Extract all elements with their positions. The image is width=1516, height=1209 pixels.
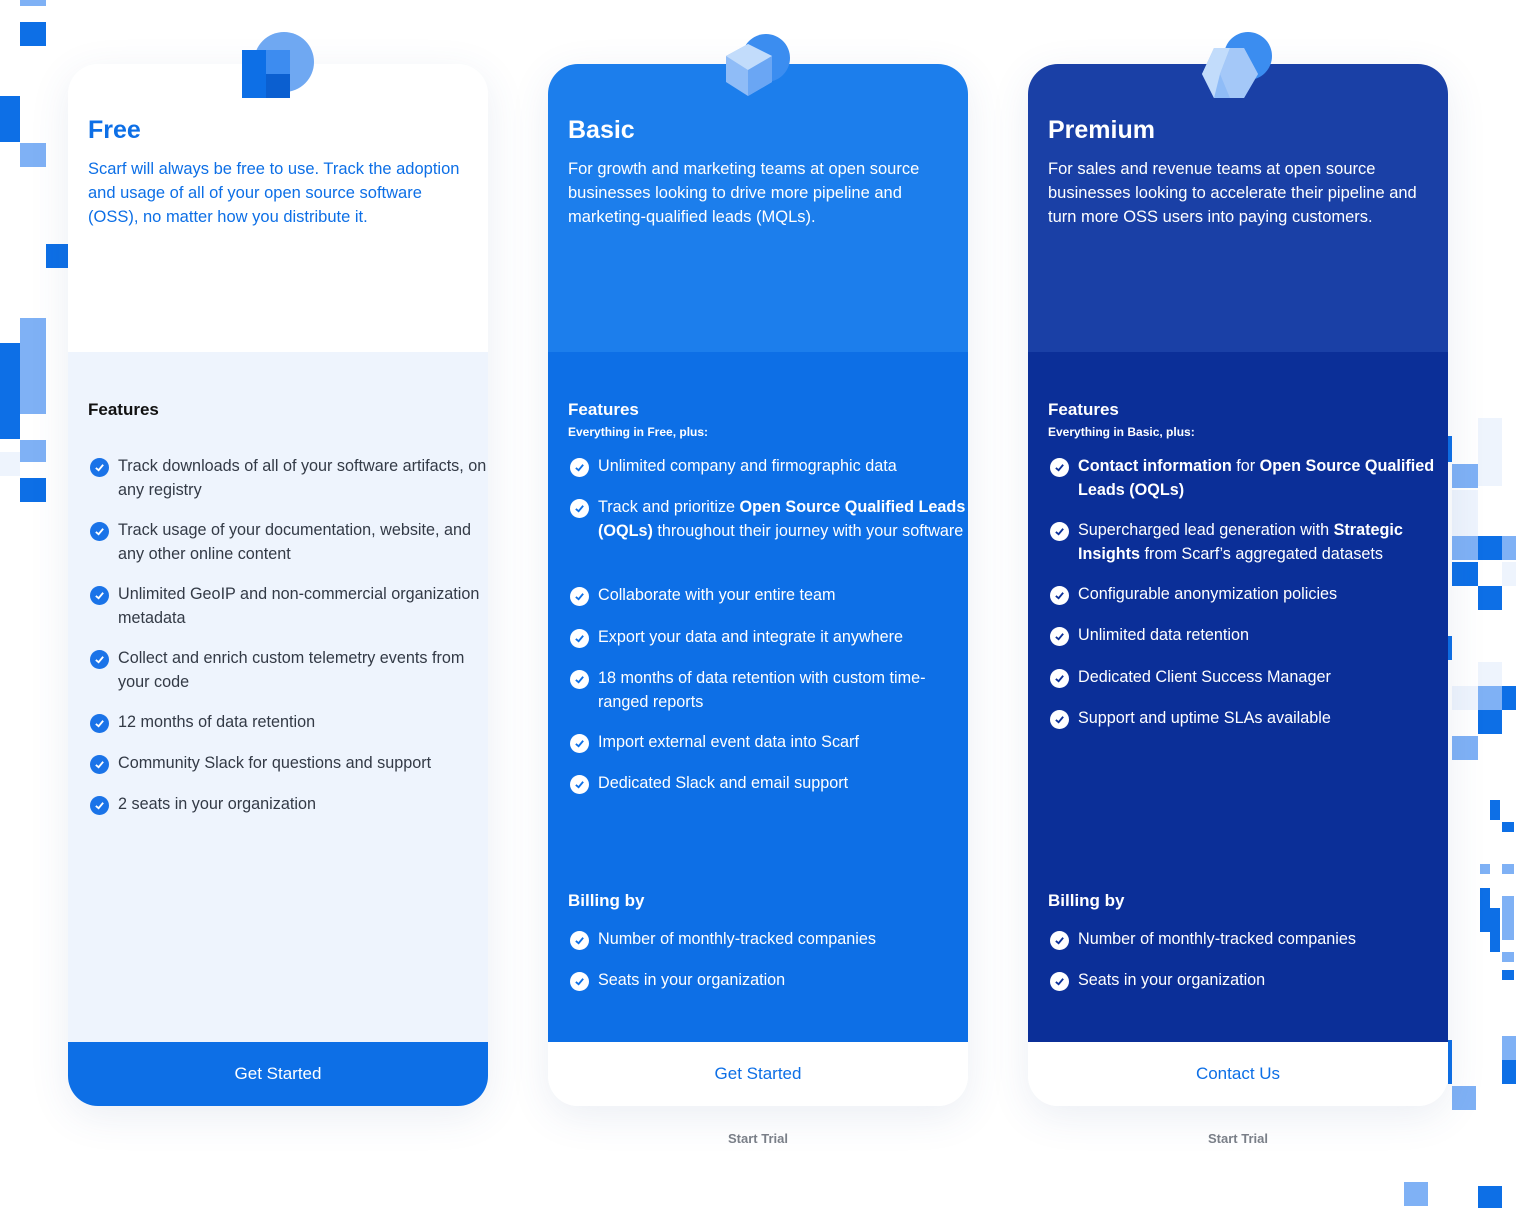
decor-pixel: [1448, 636, 1452, 660]
check-circle-icon: [1050, 458, 1069, 477]
decor-pixel: [20, 478, 46, 502]
decor-pixel: [1490, 908, 1500, 952]
decor-pixel: [1502, 822, 1514, 832]
plan-description: For growth and marketing teams at open source businesses looking to drive more pipeline and marketing-qualified leads (MQLs).: [568, 160, 920, 226]
decor-pixel: [1478, 1186, 1502, 1208]
billing-item: Seats in your organization: [1048, 968, 1448, 992]
feature-item: Collect and enrich custom telemetry events from your code: [88, 646, 488, 694]
feature-item: 12 months of data retention: [88, 710, 488, 734]
feature-item: Unlimited data retention: [1048, 623, 1448, 647]
features-heading: Features: [1048, 400, 1119, 419]
decor-pixel: [20, 0, 46, 6]
check-circle-icon: [570, 734, 589, 753]
decor-pixel: [0, 96, 20, 142]
decor-pixel: [0, 452, 20, 476]
check-circle-icon: [1050, 972, 1069, 991]
decor-pixel: [0, 343, 20, 439]
plan-card-free: [68, 64, 488, 1106]
decor-pixel: [20, 318, 46, 414]
check-circle-icon: [570, 972, 589, 991]
decor-pixel: [1502, 864, 1514, 874]
check-circle-icon: [90, 796, 109, 815]
feature-text: Supercharged lead generation with Strategic Insights from Scarf’s aggregated datasets: [1078, 521, 1403, 563]
features-subheading: Everything in Basic, plus:: [1048, 425, 1195, 439]
decor-pixel: [1452, 686, 1478, 710]
decor-pixel: [1448, 436, 1452, 462]
decor-pixel: [1478, 586, 1502, 610]
features-heading: Features: [88, 400, 159, 419]
feature-text: Track and prioritize Open Source Qualified Leads (OQLs) throughout their journey with your software: [598, 498, 966, 540]
billing-item: Number of monthly-tracked companies: [568, 927, 968, 951]
feature-text: Contact information for Open Source Qualified Leads (OQLs): [1078, 457, 1435, 499]
decor-pixel: [1502, 952, 1514, 962]
feature-item: [568, 495, 968, 543]
decor-pixel: [1480, 888, 1490, 932]
check-circle-icon: [1050, 522, 1069, 541]
billing-item: Number of monthly-tracked companies: [1048, 927, 1448, 951]
decor-pixel: [1502, 562, 1516, 586]
check-circle-icon: [570, 587, 589, 606]
decor-pixel: [1452, 536, 1478, 560]
decor-pixel: [1452, 562, 1478, 586]
check-circle-icon: [90, 586, 109, 605]
check-circle-icon: [570, 629, 589, 648]
decor-pixel: [1502, 1060, 1516, 1084]
check-circle-icon: [1050, 710, 1069, 729]
feature-item: Import external event data into Scarf: [568, 730, 968, 754]
decor-pixel: [1478, 536, 1502, 560]
basic-plan-badge-icon: [722, 32, 792, 100]
decor-pixel: [1502, 1036, 1516, 1060]
check-circle-icon: [90, 522, 109, 541]
plan-description: For sales and revenue teams at open source businesses looking to accelerate their pipeline and turn more OSS users into paying customers.: [1048, 160, 1417, 226]
feature-item: [1048, 454, 1448, 502]
decor-pixel: [1452, 1086, 1476, 1110]
feature-item: Track downloads of all of your software artifacts, on any registry: [88, 454, 488, 502]
start-trial-link[interactable]: Start Trial: [728, 1131, 788, 1146]
decor-pixel: [20, 143, 46, 167]
feature-item: Export your data and integrate it anywhere: [568, 625, 968, 649]
check-circle-icon: [570, 775, 589, 794]
decor-pixel: [20, 22, 46, 46]
check-circle-icon: [1050, 669, 1069, 688]
features-subheading: Everything in Free, plus:: [568, 425, 709, 439]
decor-pixel: [46, 244, 68, 268]
decor-pixel: [1478, 686, 1502, 710]
decor-pixel: [1480, 864, 1490, 874]
feature-item: [1048, 518, 1448, 566]
decor-pixel: [1478, 710, 1502, 734]
contact-us-button[interactable]: Contact Us: [1028, 1042, 1448, 1106]
feature-item: Collaborate with your entire team: [568, 583, 968, 607]
decor-pixel: [1452, 736, 1478, 760]
decor-pixel: [1478, 662, 1502, 686]
premium-plan-badge-icon: [1200, 32, 1276, 100]
check-circle-icon: [90, 458, 109, 477]
decor-pixel: [1452, 464, 1478, 488]
decor-pixel: [1502, 536, 1516, 560]
billing-heading: Billing by: [568, 891, 645, 910]
check-circle-icon: [570, 499, 589, 518]
decor-pixel: [1404, 1182, 1428, 1206]
billing-heading: Billing by: [1048, 891, 1125, 910]
feature-item: Configurable anonymization policies: [1048, 582, 1448, 606]
feature-item: Community Slack for questions and support: [88, 751, 488, 775]
plan-description: Scarf will always be free to use. Track the adoption and usage of all of your open source software (OSS), no matter how you distribute it.: [88, 160, 460, 226]
feature-item: Unlimited GeoIP and non-commercial organization metadata: [88, 582, 488, 630]
feature-item: Dedicated Client Success Manager: [1048, 665, 1448, 689]
check-circle-icon: [90, 714, 109, 733]
features-heading: Features: [568, 400, 639, 419]
feature-item: 18 months of data retention with custom time-ranged reports: [568, 666, 968, 714]
check-circle-icon: [90, 755, 109, 774]
get-started-button[interactable]: Get Started: [548, 1042, 968, 1106]
plan-title: Basic: [568, 116, 635, 144]
decor-pixel: [1502, 970, 1514, 980]
feature-item: Dedicated Slack and email support: [568, 771, 968, 795]
get-started-button[interactable]: Get Started: [68, 1042, 488, 1106]
check-circle-icon: [570, 931, 589, 950]
billing-item: Seats in your organization: [568, 968, 968, 992]
decor-pixel: [1448, 1040, 1452, 1084]
feature-item: Unlimited company and firmographic data: [568, 454, 968, 478]
feature-item: 2 seats in your organization: [88, 792, 488, 816]
feature-item: Support and uptime SLAs available: [1048, 706, 1448, 730]
feature-item: Track usage of your documentation, website, and any other online content: [88, 518, 488, 566]
free-plan-badge-icon: [240, 32, 316, 100]
check-circle-icon: [1050, 586, 1069, 605]
decor-pixel: [20, 440, 46, 462]
plan-card-premium: [1028, 64, 1448, 1106]
decor-pixel: [1478, 418, 1502, 486]
check-circle-icon: [90, 650, 109, 669]
plan-card-basic: [548, 64, 968, 1106]
check-circle-icon: [570, 458, 589, 477]
decor-pixel: [1490, 800, 1500, 820]
decor-pixel: [1452, 490, 1478, 536]
decor-pixel: [1502, 686, 1516, 710]
check-circle-icon: [1050, 627, 1069, 646]
plan-title: Free: [88, 116, 141, 144]
check-circle-icon: [570, 670, 589, 689]
plan-title: Premium: [1048, 116, 1155, 144]
start-trial-link[interactable]: Start Trial: [1208, 1131, 1268, 1146]
check-circle-icon: [1050, 931, 1069, 950]
decor-pixel: [1502, 896, 1514, 940]
